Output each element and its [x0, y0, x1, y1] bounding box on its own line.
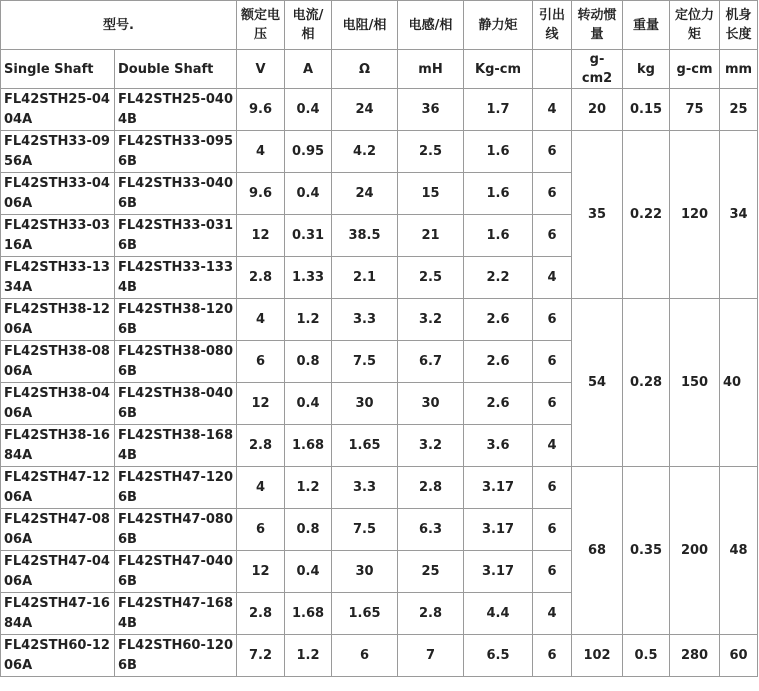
resistance-cell: 6 — [332, 635, 398, 677]
resistance-cell: 7.5 — [332, 341, 398, 383]
leads-cell: 6 — [533, 131, 572, 173]
model-double-cell: FL42STH47-0406B — [115, 551, 237, 593]
leads-cell: 6 — [533, 299, 572, 341]
voltage-cell: 12 — [237, 551, 285, 593]
table-row — [1, 89, 758, 131]
current-cell: 1.33 — [285, 257, 332, 299]
model-double-cell: FL42STH47-1206B — [115, 467, 237, 509]
model-double-cell: FL42STH33-0316B — [115, 215, 237, 257]
detent-torque-cell: 280 — [670, 635, 720, 677]
table-row — [1, 299, 758, 341]
holding-torque-cell: 6.5 — [464, 635, 533, 677]
header-col: 额定电压 — [237, 1, 285, 50]
unit-cell: Kg-cm — [464, 50, 533, 89]
current-cell: 1.68 — [285, 425, 332, 467]
leads-cell: 4 — [533, 425, 572, 467]
model-single-cell: FL42STH47-0806A — [1, 509, 115, 551]
units-row — [1, 50, 758, 89]
holding-torque-cell: 3.17 — [464, 551, 533, 593]
header-row — [1, 1, 758, 50]
header-col: 引出线 — [533, 1, 572, 50]
holding-torque-cell: 2.6 — [464, 383, 533, 425]
current-cell: 1.68 — [285, 593, 332, 635]
model-single-cell: FL42STH33-0406A — [1, 173, 115, 215]
inertia-cell: 20 — [572, 89, 623, 131]
holding-torque-cell: 3.17 — [464, 509, 533, 551]
current-cell: 0.4 — [285, 383, 332, 425]
unit-double-shaft: Double Shaft — [115, 50, 237, 89]
inductance-cell: 3.2 — [398, 425, 464, 467]
model-double-cell: FL42STH33-0406B — [115, 173, 237, 215]
inductance-cell: 2.8 — [398, 593, 464, 635]
weight-cell: 0.15 — [623, 89, 670, 131]
holding-torque-cell: 2.6 — [464, 341, 533, 383]
model-single-cell: FL42STH33-1334A — [1, 257, 115, 299]
unit-cell: mm — [720, 50, 758, 89]
voltage-cell: 2.8 — [237, 593, 285, 635]
spec-body — [1, 89, 758, 677]
holding-torque-cell: 4.4 — [464, 593, 533, 635]
resistance-cell: 24 — [332, 173, 398, 215]
model-double-cell: FL42STH38-1684B — [115, 425, 237, 467]
current-cell: 0.8 — [285, 341, 332, 383]
inductance-cell: 36 — [398, 89, 464, 131]
voltage-cell: 6 — [237, 341, 285, 383]
header-col: 机身长度 — [720, 1, 758, 50]
model-single-cell: FL42STH47-1684A — [1, 593, 115, 635]
model-double-cell: FL42STH47-0806B — [115, 509, 237, 551]
length-cell: 60 — [720, 635, 758, 677]
inductance-cell: 6.7 — [398, 341, 464, 383]
resistance-cell: 3.3 — [332, 299, 398, 341]
unit-single-shaft: Single Shaft — [1, 50, 115, 89]
unit-cell: Ω — [332, 50, 398, 89]
leads-cell: 4 — [533, 89, 572, 131]
leads-cell: 6 — [533, 215, 572, 257]
header-col: 静力矩 — [464, 1, 533, 50]
length-cell: 34 — [720, 131, 758, 299]
inductance-cell: 15 — [398, 173, 464, 215]
resistance-cell: 2.1 — [332, 257, 398, 299]
leads-cell: 6 — [533, 383, 572, 425]
model-single-cell: FL42STH38-0806A — [1, 341, 115, 383]
leads-cell: 6 — [533, 635, 572, 677]
unit-cell — [533, 50, 572, 89]
current-cell: 1.2 — [285, 299, 332, 341]
voltage-cell: 12 — [237, 215, 285, 257]
current-cell: 0.4 — [285, 551, 332, 593]
holding-torque-cell: 1.7 — [464, 89, 533, 131]
model-double-cell: FL42STH38-0406B — [115, 383, 237, 425]
holding-torque-cell: 1.6 — [464, 131, 533, 173]
inductance-cell: 2.8 — [398, 467, 464, 509]
detent-torque-cell: 75 — [670, 89, 720, 131]
resistance-cell: 3.3 — [332, 467, 398, 509]
holding-torque-cell: 1.6 — [464, 173, 533, 215]
inductance-cell: 6.3 — [398, 509, 464, 551]
model-double-cell: FL42STH60-1206B — [115, 635, 237, 677]
current-cell: 1.2 — [285, 467, 332, 509]
model-single-cell: FL42STH47-0406A — [1, 551, 115, 593]
inductance-cell: 21 — [398, 215, 464, 257]
unit-cell: V — [237, 50, 285, 89]
leads-cell: 6 — [533, 551, 572, 593]
leads-cell: 4 — [533, 593, 572, 635]
header-col: 电流/相 — [285, 1, 332, 50]
header-col: 定位力矩 — [670, 1, 720, 50]
model-single-cell: FL42STH33-0956A — [1, 131, 115, 173]
holding-torque-cell: 2.2 — [464, 257, 533, 299]
unit-cell: mH — [398, 50, 464, 89]
current-cell: 0.4 — [285, 89, 332, 131]
header-model: 型号. — [1, 1, 237, 50]
length-cell: 40 — [720, 299, 758, 467]
inductance-cell: 2.5 — [398, 257, 464, 299]
current-cell: 0.4 — [285, 173, 332, 215]
model-double-cell: FL42STH33-0956B — [115, 131, 237, 173]
model-single-cell: FL42STH38-0406A — [1, 383, 115, 425]
inductance-cell: 2.5 — [398, 131, 464, 173]
inductance-cell: 25 — [398, 551, 464, 593]
holding-torque-cell: 3.17 — [464, 467, 533, 509]
header-col: 电感/相 — [398, 1, 464, 50]
detent-torque-cell: 120 — [670, 131, 720, 299]
voltage-cell: 2.8 — [237, 257, 285, 299]
resistance-cell: 4.2 — [332, 131, 398, 173]
voltage-cell: 7.2 — [237, 635, 285, 677]
voltage-cell: 4 — [237, 299, 285, 341]
model-single-cell: FL42STH47-1206A — [1, 467, 115, 509]
unit-cell: A — [285, 50, 332, 89]
inertia-cell: 54 — [572, 299, 623, 467]
current-cell: 0.95 — [285, 131, 332, 173]
voltage-cell: 9.6 — [237, 173, 285, 215]
unit-cell: kg — [623, 50, 670, 89]
unit-cell: g-cm2 — [572, 50, 623, 89]
table-row — [1, 635, 758, 677]
table-row — [1, 467, 758, 509]
current-cell: 0.8 — [285, 509, 332, 551]
weight-cell: 0.22 — [623, 131, 670, 299]
leads-cell: 6 — [533, 341, 572, 383]
model-single-cell: FL42STH25-0404A — [1, 89, 115, 131]
voltage-cell: 9.6 — [237, 89, 285, 131]
header-col: 转动惯量 — [572, 1, 623, 50]
model-single-cell: FL42STH60-1206A — [1, 635, 115, 677]
weight-cell: 0.35 — [623, 467, 670, 635]
model-double-cell: FL42STH25-0404B — [115, 89, 237, 131]
length-cell: 48 — [720, 467, 758, 635]
resistance-cell: 24 — [332, 89, 398, 131]
length-cell: 25 — [720, 89, 758, 131]
voltage-cell: 4 — [237, 131, 285, 173]
current-cell: 0.31 — [285, 215, 332, 257]
holding-torque-cell: 3.6 — [464, 425, 533, 467]
header-col: 重量 — [623, 1, 670, 50]
leads-cell: 4 — [533, 257, 572, 299]
model-double-cell: FL42STH47-1684B — [115, 593, 237, 635]
detent-torque-cell: 150 — [670, 299, 720, 467]
resistance-cell: 1.65 — [332, 593, 398, 635]
inductance-cell: 3.2 — [398, 299, 464, 341]
inertia-cell: 35 — [572, 131, 623, 299]
leads-cell: 6 — [533, 173, 572, 215]
resistance-cell: 30 — [332, 551, 398, 593]
resistance-cell: 38.5 — [332, 215, 398, 257]
model-single-cell: FL42STH38-1684A — [1, 425, 115, 467]
voltage-cell: 12 — [237, 383, 285, 425]
weight-cell: 0.5 — [623, 635, 670, 677]
model-double-cell: FL42STH33-1334B — [115, 257, 237, 299]
model-single-cell: FL42STH38-1206A — [1, 299, 115, 341]
voltage-cell: 6 — [237, 509, 285, 551]
inertia-cell: 102 — [572, 635, 623, 677]
inertia-cell: 68 — [572, 467, 623, 635]
current-cell: 1.2 — [285, 635, 332, 677]
header-col: 电阻/相 — [332, 1, 398, 50]
model-single-cell: FL42STH33-0316A — [1, 215, 115, 257]
unit-cell: g-cm — [670, 50, 720, 89]
leads-cell: 6 — [533, 467, 572, 509]
detent-torque-cell: 200 — [670, 467, 720, 635]
weight-cell: 0.28 — [623, 299, 670, 467]
voltage-cell: 2.8 — [237, 425, 285, 467]
inductance-cell: 30 — [398, 383, 464, 425]
inductance-cell: 7 — [398, 635, 464, 677]
model-double-cell: FL42STH38-0806B — [115, 341, 237, 383]
table-row — [1, 131, 758, 173]
model-double-cell: FL42STH38-1206B — [115, 299, 237, 341]
resistance-cell: 30 — [332, 383, 398, 425]
leads-cell: 6 — [533, 509, 572, 551]
holding-torque-cell: 2.6 — [464, 299, 533, 341]
holding-torque-cell: 1.6 — [464, 215, 533, 257]
resistance-cell: 7.5 — [332, 509, 398, 551]
voltage-cell: 4 — [237, 467, 285, 509]
resistance-cell: 1.65 — [332, 425, 398, 467]
